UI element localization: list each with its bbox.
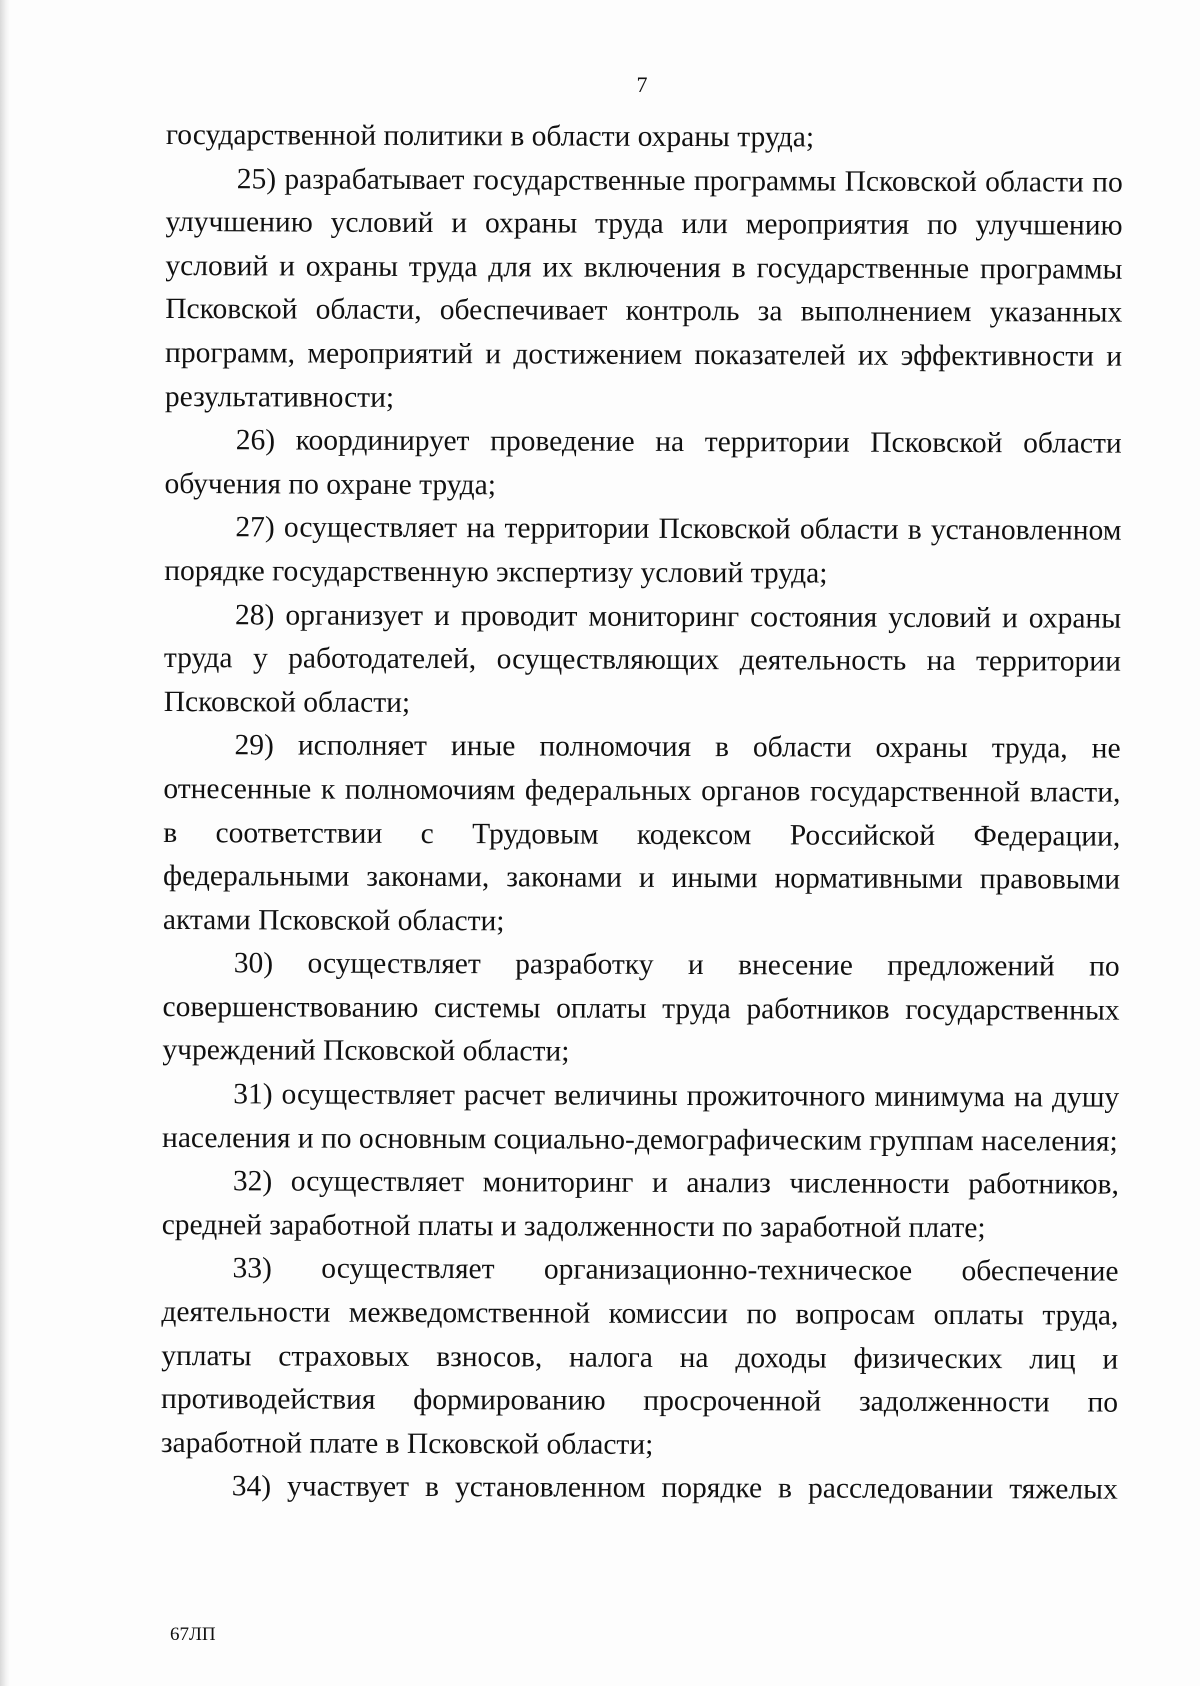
paragraph-item-32: 32) осуществляет мониторинг и анализ численности работников, средней заработной платы и задолженности по заработной плате;: [161, 1165, 1119, 1244]
paragraph-continuation: государственной политики в области охраны труда;: [165, 118, 815, 154]
paragraph-item-25: 25) разрабатывает государственные программы Псковской области по улучшению условий и охраны труда или мероприятия по улучшению условий и охраны труда для их включения в государственные программы Псковской области, обеспечивает контроль за выполнением указанных программ, мероприятий и достижением показателей их эффективности и результативности;: [164, 162, 1123, 414]
paragraph-item-27: 27) осуществляет на территории Псковской области в установленном порядке государственную экспертизу условий труда;: [164, 511, 1122, 590]
paragraph-item-33: 33) осуществляет организационно-техническое обеспечение деятельности межведомственной комиссии по вопросам оплаты труда, уплаты страховых взносов, налога на доходы физических лиц и противодействия формированию просроченной задолженности по заработной плате в Псковской области;: [160, 1252, 1119, 1461]
paragraph-item-26: 26) координирует проведение на территории Псковской области обучения по охране труда;: [164, 424, 1122, 502]
paragraph-item-29: 29) исполняет иные полномочия в области охраны труда, не отнесенные к полномочиям федеральных органов государственной власти, в соответствии с Трудовым кодексом Российской Федерации, федеральными законами, законами и иными нормативными правовыми актами Псковской области;: [162, 729, 1121, 937]
paragraph-item-30: 30) осуществляет разработку и внесение предложений по совершенствованию системы оплаты труда работников государственных учреждений Псковской области;: [162, 947, 1120, 1069]
document-code: 67ЛП: [170, 1624, 216, 1645]
scan-edge-shadow: [0, 0, 10, 1686]
document-body: [161, 114, 1123, 1513]
paragraph-item-28: 28) организует и проводит мониторинг состояния условий и охраны труда у работодателей, осуществляющих деятельность на территории Псковской области;: [163, 598, 1122, 719]
paragraph-item-34: 34) участвует в установленном порядке в расследовании тяжелых: [231, 1470, 1118, 1507]
page-number: 7: [636, 72, 648, 97]
paragraph-item-31: 31) осуществляет расчет величины прожиточного минимума на душу населения и по основным социально-демографическим группам населения;: [162, 1078, 1120, 1158]
